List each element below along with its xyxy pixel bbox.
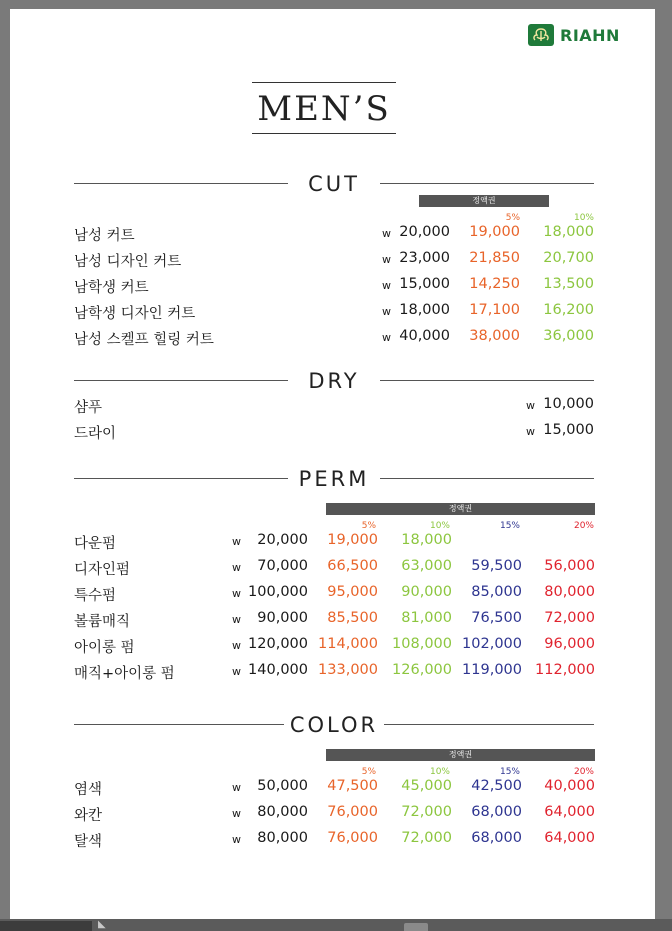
service-name: 와칸 bbox=[74, 808, 103, 824]
currency-symbol: w bbox=[382, 253, 391, 266]
price-10: 72,000 bbox=[401, 804, 452, 820]
price: 90,000 bbox=[257, 610, 308, 626]
price-20: 40,000 bbox=[544, 778, 595, 794]
divider bbox=[74, 478, 288, 479]
service-name: 특수펌 bbox=[74, 588, 117, 604]
service-name: 남학생 커트 bbox=[74, 280, 149, 296]
divider bbox=[74, 724, 284, 725]
currency-symbol: w bbox=[526, 399, 535, 412]
riahn-emblem-icon bbox=[528, 24, 554, 46]
coupon-header: 정액권 bbox=[419, 195, 549, 207]
currency-symbol: w bbox=[232, 833, 241, 846]
price-10: 20,700 bbox=[543, 250, 594, 266]
price-20: 64,000 bbox=[544, 830, 595, 846]
price: 100,000 bbox=[248, 584, 308, 600]
currency-symbol: w bbox=[232, 613, 241, 626]
price-15: 68,000 bbox=[471, 830, 522, 846]
divider bbox=[74, 183, 288, 184]
service-name: 염색 bbox=[74, 782, 103, 798]
discount-10-header: 10% bbox=[573, 213, 594, 223]
service-name: 다운펌 bbox=[74, 536, 117, 552]
price-20: 112,000 bbox=[535, 662, 595, 678]
price-10: 18,000 bbox=[543, 224, 594, 240]
price-20: 80,000 bbox=[544, 584, 595, 600]
service-name: 남성 디자인 커트 bbox=[74, 254, 182, 270]
service-name: 아이롱 펌 bbox=[74, 640, 135, 656]
currency-symbol: w bbox=[232, 561, 241, 574]
price: 15,000 bbox=[399, 276, 450, 292]
price-5: 14,250 bbox=[469, 276, 520, 292]
price: 18,000 bbox=[399, 302, 450, 318]
service-name: 샴푸 bbox=[74, 400, 103, 416]
price-10: 90,000 bbox=[401, 584, 452, 600]
price-5: 76,000 bbox=[327, 830, 378, 846]
price-10: 72,000 bbox=[401, 830, 452, 846]
price-20: 64,000 bbox=[544, 804, 595, 820]
discount-5-header: 5% bbox=[361, 521, 376, 531]
price-10: 36,000 bbox=[543, 328, 594, 344]
price-10: 126,000 bbox=[392, 662, 452, 678]
price-10: 18,000 bbox=[401, 532, 452, 548]
service-name: 탈색 bbox=[74, 834, 103, 850]
currency-symbol: w bbox=[382, 279, 391, 292]
price-15: 68,000 bbox=[471, 804, 522, 820]
brand-logo bbox=[528, 22, 620, 48]
price-15: 59,500 bbox=[471, 558, 522, 574]
price: 20,000 bbox=[257, 532, 308, 548]
status-strip bbox=[0, 921, 92, 931]
price: 15,000 bbox=[543, 422, 594, 438]
viewer-bottom-bar bbox=[0, 919, 672, 931]
coupon-header: 정액권 bbox=[326, 749, 595, 761]
price-5: 95,000 bbox=[327, 584, 378, 600]
price-5: 38,000 bbox=[469, 328, 520, 344]
price-10: 16,200 bbox=[543, 302, 594, 318]
price-20: 72,000 bbox=[544, 610, 595, 626]
currency-symbol: w bbox=[232, 639, 241, 652]
section-title-dry: DRY bbox=[308, 369, 360, 393]
price-5: 114,000 bbox=[318, 636, 378, 652]
service-name: 남성 스켈프 힐링 커트 bbox=[74, 332, 214, 348]
divider bbox=[380, 478, 594, 479]
price-5: 19,000 bbox=[327, 532, 378, 548]
price-10: 81,000 bbox=[401, 610, 452, 626]
price-5: 21,850 bbox=[469, 250, 520, 266]
page-title-frame bbox=[252, 82, 396, 134]
divider bbox=[74, 380, 288, 381]
price-10: 45,000 bbox=[401, 778, 452, 794]
section-title-cut: CUT bbox=[308, 172, 360, 196]
price-5: 85,500 bbox=[327, 610, 378, 626]
currency-symbol: w bbox=[232, 807, 241, 820]
price: 10,000 bbox=[543, 396, 594, 412]
price: 70,000 bbox=[257, 558, 308, 574]
currency-symbol: w bbox=[526, 425, 535, 438]
coupon-header: 정액권 bbox=[326, 503, 595, 515]
section-title-perm: PERM bbox=[298, 467, 370, 491]
price-10: 13,500 bbox=[543, 276, 594, 292]
price-5: 66,500 bbox=[327, 558, 378, 574]
discount-5-header: 5% bbox=[361, 767, 376, 777]
price: 120,000 bbox=[248, 636, 308, 652]
service-name: 남학생 디자인 커트 bbox=[74, 306, 196, 322]
price: 80,000 bbox=[257, 830, 308, 846]
currency-symbol: w bbox=[382, 227, 391, 240]
service-name: 남성 커트 bbox=[74, 228, 135, 244]
price-5: 76,000 bbox=[327, 804, 378, 820]
price-15: 119,000 bbox=[462, 662, 522, 678]
brand-name: RIAHN bbox=[560, 25, 620, 45]
price-5: 47,500 bbox=[327, 778, 378, 794]
discount-15-header: 15% bbox=[499, 521, 520, 531]
price-15: 76,500 bbox=[471, 610, 522, 626]
service-name: 드라이 bbox=[74, 426, 117, 442]
discount-5-header: 5% bbox=[505, 213, 520, 223]
price-20: 56,000 bbox=[544, 558, 595, 574]
resize-icon[interactable]: ◣ bbox=[98, 919, 106, 930]
currency-symbol: w bbox=[232, 781, 241, 794]
discount-20-header: 20% bbox=[573, 767, 594, 777]
service-name: 매직+아이롱 펌 bbox=[74, 666, 175, 682]
currency-symbol: w bbox=[232, 535, 241, 548]
price-5: 17,100 bbox=[469, 302, 520, 318]
price: 50,000 bbox=[257, 778, 308, 794]
price: 20,000 bbox=[399, 224, 450, 240]
price-20: 96,000 bbox=[544, 636, 595, 652]
page-title: MEN’S bbox=[257, 89, 391, 129]
divider bbox=[380, 183, 594, 184]
discount-20-header: 20% bbox=[573, 521, 594, 531]
price-10: 108,000 bbox=[392, 636, 452, 652]
currency-symbol: w bbox=[382, 305, 391, 318]
price: 80,000 bbox=[257, 804, 308, 820]
divider bbox=[380, 380, 594, 381]
price: 140,000 bbox=[248, 662, 308, 678]
price-15: 85,000 bbox=[471, 584, 522, 600]
scroll-handle[interactable] bbox=[404, 923, 428, 931]
currency-symbol: w bbox=[232, 587, 241, 600]
section-title-color: COLOR bbox=[289, 713, 379, 737]
discount-10-header: 10% bbox=[429, 521, 450, 531]
currency-symbol: w bbox=[382, 331, 391, 344]
price-15: 102,000 bbox=[462, 636, 522, 652]
currency-symbol: w bbox=[232, 665, 241, 678]
price: 23,000 bbox=[399, 250, 450, 266]
discount-15-header: 15% bbox=[499, 767, 520, 777]
divider bbox=[384, 724, 594, 725]
price: 40,000 bbox=[399, 328, 450, 344]
price-10: 63,000 bbox=[401, 558, 452, 574]
discount-10-header: 10% bbox=[429, 767, 450, 777]
price-5: 133,000 bbox=[318, 662, 378, 678]
price-15: 42,500 bbox=[471, 778, 522, 794]
service-name: 디자인펌 bbox=[74, 562, 131, 578]
price-5: 19,000 bbox=[469, 224, 520, 240]
service-name: 볼륨매직 bbox=[74, 614, 131, 630]
